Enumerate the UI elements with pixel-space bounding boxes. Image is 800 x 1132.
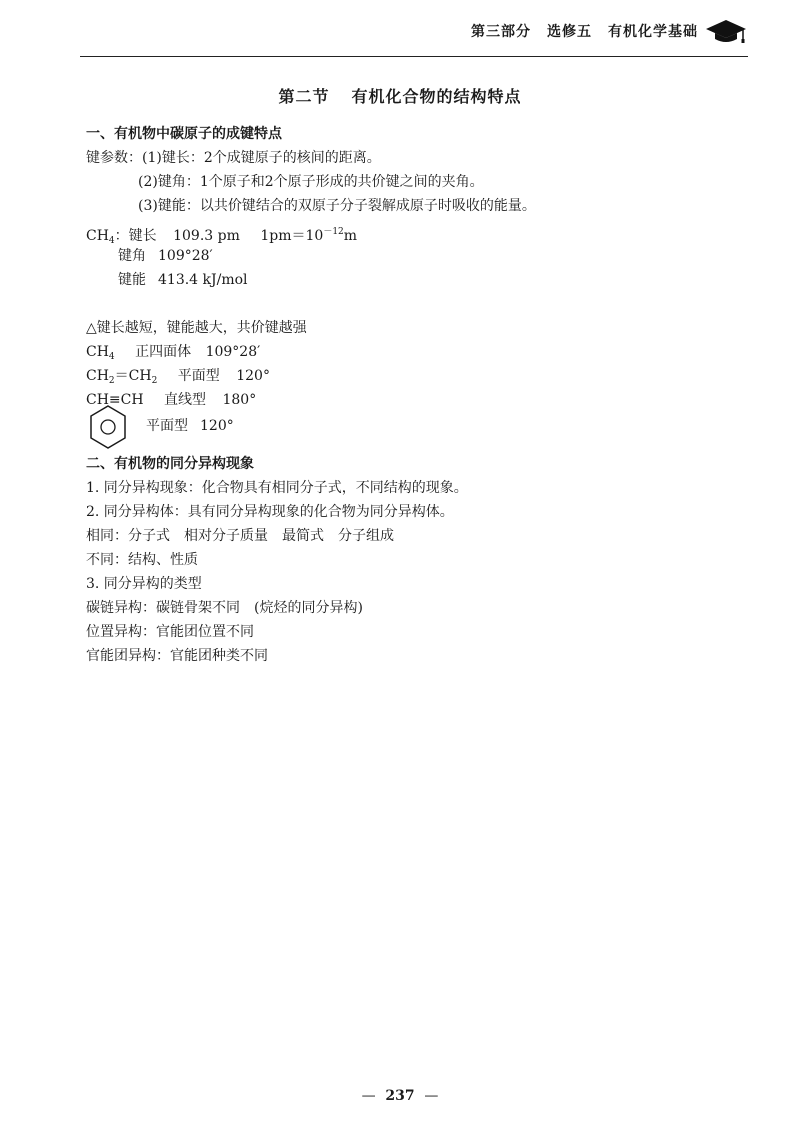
header-part: 第三部分: [471, 24, 531, 40]
pm-unit: m: [343, 228, 358, 244]
methane-shape: 正四面体: [135, 344, 192, 360]
bond-note: △键长越短，键能越大，共价键越强: [86, 320, 307, 336]
acetylene-angle: 180°: [222, 392, 257, 408]
bond-energy-def: (3)键能：以共价键结合的双原子分子裂解成原子时吸收的能量。: [138, 198, 536, 214]
ethylene-shape: 平面型: [177, 368, 220, 384]
graduation-cap-icon: [704, 18, 748, 44]
benzene-angle: 120°: [200, 418, 234, 434]
methane-subscript: 4: [108, 352, 115, 362]
ch4-subscript: 4: [108, 236, 115, 246]
ethylene-formula-a: CH: [86, 368, 109, 384]
benzene-row: [146, 416, 234, 436]
pm-conversion: 1pm＝10: [260, 228, 324, 244]
different-properties: 不同：结构、性质: [86, 552, 198, 568]
section-name: 有机化合物的结构特点: [351, 87, 522, 106]
section-number: 第二节: [278, 87, 330, 106]
bond-length-value: 109.3 pm: [173, 228, 240, 244]
benzene-shape: 平面型: [146, 418, 188, 434]
ethylene-angle: 120°: [236, 368, 270, 384]
ethylene-sub-a: 2: [108, 376, 115, 386]
bond-length-label: 键长: [128, 228, 157, 244]
header-elective: 选修五: [547, 24, 592, 40]
position-isomerism: 位置异构：官能团位置不同: [86, 624, 254, 640]
bond-params-line: [86, 148, 381, 168]
isomer-def: 2. 同分异构体：具有同分异构现象的化合物为同分异构体。: [86, 504, 454, 520]
page-number: 237: [385, 1088, 415, 1104]
benzene-ring-icon: [88, 404, 128, 450]
header-rule: [80, 56, 748, 57]
ch4-energy-line: [118, 270, 248, 290]
bond-length-def: (1)键长：2个成键原子的核间的距离。: [142, 150, 381, 166]
isomer-types-heading: 3. 同分异构的类型: [86, 576, 202, 592]
bond-angle-value: 109°28′: [158, 248, 213, 264]
bond-angle-label: 键角: [118, 248, 146, 264]
same-properties: 相同：分子式 相对分子质量 最简式 分子组成: [86, 528, 394, 544]
pm-exponent: －12: [323, 227, 344, 237]
isomerism-def: 1. 同分异构现象：化合物具有相同分子式，不同结构的现象。: [86, 480, 468, 496]
ch4-angle-line: [118, 246, 213, 266]
ethylene-sub-b: 2: [151, 376, 158, 386]
heading-isomerism: 二、有机物的同分异构现象: [86, 456, 254, 472]
colon: ：: [114, 228, 129, 244]
methane-formula: CH: [86, 344, 109, 360]
running-header: [471, 18, 748, 44]
methane-angle: 109°28′: [205, 344, 261, 360]
functional-isomerism: 官能团异构：官能团种类不同: [86, 648, 268, 664]
ch4-formula: CH: [86, 228, 109, 244]
section-title: [0, 84, 800, 107]
methane-row: [86, 342, 260, 367]
header-subject: 有机化学基础: [608, 24, 698, 40]
acetylene-formula: CH≡CH: [86, 392, 144, 408]
bond-params-label: 键参数：: [86, 150, 142, 166]
ethylene-row: [86, 366, 270, 391]
bond-energy-label: 键能: [118, 272, 146, 288]
chain-isomerism: 碳链异构：碳链骨架不同 (烷烃的同分异构): [86, 600, 363, 616]
page-footer: — 237 —: [361, 1088, 439, 1104]
heading-bonding: 一、有机物中碳原子的成键特点: [86, 126, 282, 142]
ethylene-formula-b: ＝CH: [114, 368, 152, 384]
acetylene-shape: 直线型: [164, 392, 207, 408]
bond-angle-def: (2)键角：1个原子和2个原子形成的共价键之间的夹角。: [138, 174, 484, 190]
bond-energy-value: 413.4 kJ/mol: [158, 272, 248, 288]
